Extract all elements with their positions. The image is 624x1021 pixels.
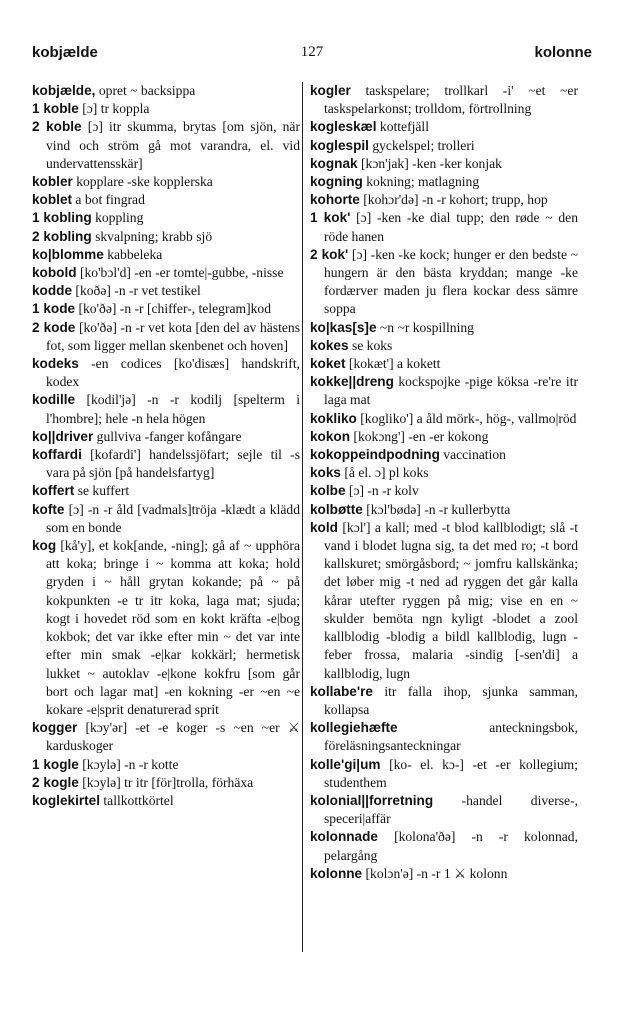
- entry-headword: kokes: [310, 337, 349, 353]
- entry-definition: [kɔy'ər] -et -e koger -s ~en ~er ⚔ karduskoger: [46, 720, 300, 754]
- entry-headword: koket: [310, 356, 346, 372]
- dictionary-entry: [310, 355, 578, 373]
- entry-definition: [ko'bɔl'd] -en -er tomte|-gubbe, -nisse: [76, 265, 284, 281]
- dictionary-entry: [310, 191, 578, 209]
- entry-definition: se koks: [348, 337, 393, 353]
- entry-definition: vaccination: [439, 447, 506, 463]
- dictionary-entry: [310, 137, 578, 155]
- entry-headword: 1 kobling: [32, 210, 92, 226]
- entry-headword: ko|kas[s]e: [310, 319, 377, 335]
- entry-definition: a bot fingrad: [72, 192, 145, 208]
- entry-headword: kolonial||forretning: [310, 792, 434, 808]
- dictionary-entry: [32, 100, 300, 118]
- entry-definition: [kå'y], et kok[ande, -ning]; gå af ~ upphöra att koka; bringe i ~ komma att koka; hold gryden i ~ håll grytan kokande; på ~ på kokpunkten -e tr itr koka, laga mat; sjuda; kogt i hovedet röd som en kokt kräfta -e|bog kokbok; det var ikke efter min ~ det var inte efter min smak -e|kar kokkärl; hermetisk lukket ~ autoklav -e|kone kokfru [som går bort och lagar mat] -en kokning -er ~en ~e kokare -e|sprit denaturerad sprit: [46, 538, 300, 717]
- entry-definition: gullviva -fanger kofångare: [93, 428, 242, 444]
- entry-definition: [kɔn'jak] -ken -ker konjak: [357, 155, 502, 171]
- entry-headword: kokoppeindpodning: [310, 447, 440, 463]
- entry-headword: kokon: [310, 428, 351, 444]
- entry-definition: [ko'ðə] -n -r vet kota [den del av hästens fot, som ligger mellan skenbenet och hoven]: [46, 319, 300, 353]
- entry-headword: kogler: [310, 83, 351, 98]
- entry-definition: taskspelare; trollkarl -i' ~et ~er taskspelarkonst; trolldom, förtrollning: [324, 83, 578, 117]
- dictionary-entry: [310, 501, 578, 519]
- entry-definition: opret ~ backsippa: [95, 83, 196, 98]
- entry-definition: [ɔ] -ken -ke kock; hunger er den bedste ~ hungern är den bästa kryddan; mange -ke fordærver maden ju flera kockar dess sämre soppa: [324, 246, 579, 317]
- right-column: [310, 82, 578, 883]
- entry-headword: kodeks: [32, 356, 79, 372]
- dictionary-entry: [32, 264, 300, 282]
- entry-headword: kodde: [32, 283, 73, 299]
- left-column: [32, 82, 300, 810]
- entry-headword: 2 kok': [310, 246, 349, 262]
- right-guide-word: kolonne: [534, 44, 592, 61]
- entry-headword: koblet: [32, 192, 73, 208]
- dictionary-entry: [32, 391, 300, 427]
- entry-headword: kogger: [32, 720, 78, 736]
- dictionary-entry: [32, 300, 300, 318]
- dictionary-entry: [32, 446, 300, 482]
- entry-definition: [kɔl'] a kall; med -t blod kallblodigt; slå -t vand i blodet lugna sig, ta det med ro; -t bord kallskuret; smörgåsbord; ~ jomfru kallskänka; det løber mig -t ned ad ryggen det går kalla kårar utefter ryggen på mig; vise en en ~ skulder bemöta ngn kyligt -blodet a zool kallblodig -blodig a bildl kallblodig, lugn -feber frossa, malaria -sindig [-sen'di] a kallblodig, lugn: [324, 519, 578, 681]
- dictionary-entry: [32, 246, 300, 264]
- entry-definition: kockspojke -pige köksa -re're itr laga mat: [324, 374, 578, 408]
- entry-headword: kold: [310, 519, 338, 535]
- entry-definition: [å el. ɔ] pl koks: [340, 465, 429, 481]
- entry-headword: kolonne: [310, 865, 363, 881]
- dictionary-entry: [310, 828, 578, 864]
- dictionary-entry: [32, 228, 300, 246]
- entry-definition: se kuffert: [74, 483, 130, 499]
- dictionary-entry: [310, 865, 578, 883]
- entry-headword: 1 koble: [32, 101, 79, 117]
- dictionary-entry: [32, 482, 300, 500]
- entry-headword: 2 kogle: [32, 774, 79, 790]
- dictionary-entry: [32, 792, 300, 810]
- entry-definition: [kɔylə] tr itr [för]trolla, förhäxa: [78, 774, 254, 790]
- dictionary-entry: [32, 501, 300, 537]
- dictionary-entry: [310, 82, 578, 118]
- entry-headword: koks: [310, 465, 341, 481]
- dictionary-entry: [310, 373, 578, 409]
- entry-definition: [kofardi'] handelssjöfart; sejle til -s vara på sjön [på handelsfartyg]: [46, 447, 300, 481]
- dictionary-entry: [310, 482, 578, 500]
- entry-definition: [koðə] -n -r vet testikel: [72, 283, 201, 299]
- dictionary-entry: [310, 428, 578, 446]
- entry-definition: [ko'ðə] -n -r [chiffer-, telegram]kod: [75, 301, 271, 317]
- entry-definition: anteckningsbok, föreläsningsanteckningar: [324, 720, 578, 754]
- entry-headword: kog: [32, 538, 57, 554]
- entry-definition: [kolɔn'ə] -n -r 1 ⚔ kolonn: [362, 865, 508, 881]
- left-guide-word: kobjælde: [32, 44, 98, 61]
- entry-headword: koglekirtel: [32, 792, 100, 808]
- entry-definition: kabbeleka: [103, 246, 163, 262]
- entry-headword: kobold: [32, 265, 77, 281]
- entry-definition: gyckelspel; trolleri: [368, 137, 475, 153]
- entry-headword: koffert: [32, 483, 75, 499]
- dictionary-entry: [310, 118, 578, 136]
- entry-headword: kobjælde,: [32, 83, 96, 98]
- entry-definition: kottefjäll: [376, 119, 429, 135]
- entry-definition: itr falla ihop, sjunka samman, kollapsa: [324, 683, 578, 717]
- page-header: [32, 44, 592, 68]
- entry-definition: ~n ~r kospillning: [376, 319, 474, 335]
- entry-definition: kopplare -ske kopplerska: [72, 174, 213, 190]
- dictionary-entry: [310, 446, 578, 464]
- entry-headword: kogning: [310, 174, 363, 190]
- entry-definition: [ɔ] -n -r kolv: [345, 483, 419, 499]
- dictionary-entry: [32, 191, 300, 209]
- dictionary-entry: [310, 246, 578, 319]
- dictionary-entry: [32, 282, 300, 300]
- dictionary-entry: [32, 82, 300, 100]
- dictionary-entry: [32, 355, 300, 391]
- entry-headword: 2 koble: [32, 119, 82, 135]
- entry-definition: [kɔylə] -n -r kotte: [78, 756, 179, 772]
- dictionary-entry: [32, 719, 300, 755]
- dictionary-entry: [32, 173, 300, 191]
- entry-definition: [kolona'ðə] -n -r kolonnad, pelargång: [324, 829, 578, 863]
- entry-headword: kolbøtte: [310, 501, 363, 517]
- entry-definition: [ɔ] tr koppla: [78, 101, 150, 117]
- entry-definition: -en codices [ko'disæs] handskrift, kodex: [46, 356, 300, 390]
- dictionary-entry: [32, 118, 300, 173]
- entry-definition: [kohɔr'də] -n -r kohort; trupp, hop: [359, 192, 548, 208]
- entry-definition: [kodil'jə] -n -r kodilj [spelterm i l'hombre]; hele -n hela högen: [46, 392, 300, 426]
- entry-definition: [kokæt'] a kokett: [345, 356, 441, 372]
- entry-headword: kokliko: [310, 410, 357, 426]
- dictionary-entry: [310, 209, 578, 245]
- dictionary-entry: [32, 756, 300, 774]
- entry-headword: 2 kobling: [32, 228, 92, 244]
- dictionary-entry: [310, 756, 578, 792]
- dictionary-entry: [310, 410, 578, 428]
- dictionary-entry: [310, 792, 578, 828]
- entry-headword: kolbe: [310, 483, 346, 499]
- dictionary-entry: [310, 519, 578, 683]
- dictionary-entry: [32, 537, 300, 719]
- entry-headword: kokke||dreng: [310, 374, 394, 390]
- entry-definition: [kogliko'] a åld mörk-, hög-, vallmo|röd: [356, 410, 577, 426]
- entry-headword: koglespil: [310, 137, 369, 153]
- entry-headword: kobler: [32, 174, 73, 190]
- entry-headword: kognak: [310, 155, 358, 171]
- dictionary-entry: [310, 173, 578, 191]
- entry-definition: [ɔ] -n -r åld [vadmals]tröja -klædt a klädd som en bonde: [46, 501, 300, 535]
- entry-headword: kofte: [32, 501, 65, 517]
- entry-definition: [ko- el. kɔ-] -et -er kollegium; studenthem: [324, 756, 578, 790]
- dictionary-entry: [310, 683, 578, 719]
- column-divider: [302, 82, 303, 952]
- entry-headword: 1 kok': [310, 210, 351, 226]
- entry-headword: ko|blomme: [32, 246, 104, 262]
- dictionary-entry: [310, 155, 578, 173]
- entry-headword: kolle'gi|um: [310, 756, 381, 772]
- entry-definition: skvalpning; krabb sjö: [91, 228, 213, 244]
- entry-headword: kogleskæl: [310, 119, 377, 135]
- entry-definition: [kokɔng'] -en -er kokong: [350, 428, 489, 444]
- dictionary-entry: [310, 319, 578, 337]
- dictionary-entry: [32, 209, 300, 227]
- dictionary-entry: [32, 319, 300, 355]
- entry-definition: -handel diverse-, speceri|affär: [324, 792, 578, 827]
- dictionary-entry: [310, 337, 578, 355]
- entry-definition: [ɔ] itr skumma, brytas [om sjön, när vind och ström gå mot varandra, el. vid undervattensskär]: [46, 119, 300, 171]
- entry-headword: 1 kogle: [32, 756, 79, 772]
- entry-definition: [kɔl'bødə] -n -r kullerbytta: [362, 501, 511, 517]
- dictionary-entry: [310, 464, 578, 482]
- entry-definition: [ɔ] -ken -ke dial tupp; den røde ~ den röde hanen: [324, 210, 578, 244]
- entry-headword: kolonnade: [310, 829, 378, 845]
- entry-definition: tallkottkörtel: [100, 792, 174, 808]
- entry-headword: kohorte: [310, 192, 360, 208]
- entry-headword: kollegiehæfte: [310, 720, 398, 736]
- entry-headword: kollabe're: [310, 683, 373, 699]
- entry-definition: kokning; matlagning: [362, 174, 480, 190]
- entry-headword: koffardi: [32, 447, 82, 463]
- page-number: 127: [300, 44, 324, 60]
- entry-headword: 2 kode: [32, 319, 76, 335]
- entry-headword: ko||driver: [32, 428, 94, 444]
- dictionary-entry: [310, 719, 578, 755]
- dictionary-entry: [32, 428, 300, 446]
- entry-headword: 1 kode: [32, 301, 76, 317]
- entry-definition: koppling: [91, 210, 144, 226]
- dictionary-entry: [32, 774, 300, 792]
- entry-headword: kodille: [32, 392, 76, 408]
